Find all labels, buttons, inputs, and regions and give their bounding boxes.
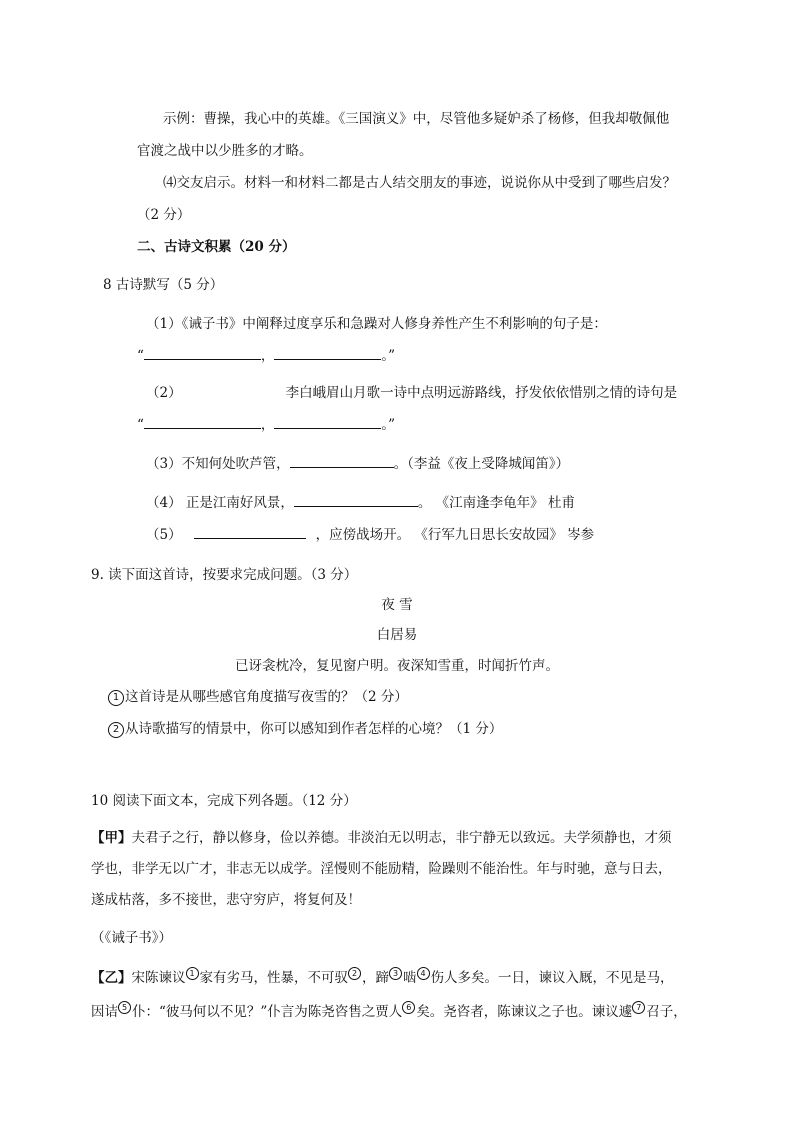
passage-text: ，蹄 (362, 970, 389, 986)
question-4-text: 交友启示。材料一和材料二都是古人结交朋友的事迹，说说你从中受到了哪些启发？ (176, 175, 676, 191)
answer-blank[interactable] (274, 414, 381, 429)
passage-yi-line-2 (91, 1001, 687, 1021)
question-8-item-2 (146, 384, 677, 402)
passage-jia-line-2: 学也，非学无以广才，非志无以成学。淫慢则不能励精，险躁则不能治性。年与时驰，意与日去， (91, 861, 672, 877)
passage-jia-label: 【甲】 (91, 830, 132, 846)
passage-text: 因诘 (91, 1004, 118, 1020)
footnote-marker: 6 (402, 1001, 415, 1014)
passage-text: 矣。尧咨者，陈谏议之子也。谏议遽 (416, 1004, 633, 1020)
question-8-item-2-answer (137, 414, 395, 434)
question-8-item-1-answer (137, 345, 395, 365)
section-2-heading: 二、古诗文积累（20 分） (137, 239, 296, 255)
answer-blank[interactable] (294, 492, 418, 507)
circled-number: 2 (108, 722, 124, 738)
open-quote: “ (137, 348, 144, 364)
poem-title: 夜 雪 (381, 597, 413, 613)
passage-jia-source: （《诫子书》） (91, 930, 172, 946)
question-8-title: 8 古诗默写（5 分） (103, 277, 224, 293)
question-9-title: 9. 读下面这首诗，按要求完成问题。（3 分） (91, 567, 358, 583)
open-quote: “ (137, 417, 144, 433)
example-line-1: 示例：曹操，我心中的英雄。《三国演义》中，尽管他多疑妒杀了杨修，但我却敬佩他 (163, 111, 670, 127)
footnote-marker: 5 (118, 1001, 131, 1014)
poem-text: 已讶衾枕冷，复见窗户明。夜深知雪重，时闻折竹声。 (235, 658, 559, 674)
close-quote: 。” (381, 348, 396, 364)
item-number: （5） (146, 527, 182, 543)
question-10-title: 10 阅读下面文本，完成下列各题。（12 分） (91, 793, 357, 809)
sub-question-text: 从诗歌描写的情景中，你可以感知到作者怎样的心境？（1 分） (125, 721, 503, 737)
passage-yi-label: 【乙】 (91, 970, 132, 986)
answer-blank[interactable] (144, 414, 261, 429)
question-8-item-4 (146, 492, 575, 512)
question-8-item-3 (146, 453, 569, 473)
answer-blank[interactable] (194, 524, 306, 539)
example-line-2: 官渡之战中以少胜多的才略。 (137, 143, 313, 159)
item-text-post: 。 《江南逢李龟年》 杜甫 (417, 495, 575, 511)
sub-question-text: 这首诗是从哪些感官角度描写夜雪的？（2 分） (125, 689, 408, 705)
close-quote: 。” (381, 417, 396, 433)
item-text-post: ，应傍战场开。 《行军九日思长安故园》 岑参 (315, 527, 595, 543)
item-text-post: 。（李益《夜上受降城闻笛》） (393, 456, 570, 472)
item-number: （2） (146, 385, 182, 401)
question-8-item-5 (146, 524, 594, 544)
footnote-marker: 1 (186, 967, 199, 980)
passage-text: 啮 (403, 970, 417, 986)
question-4 (163, 174, 676, 192)
question-8-item-1: （1）《诫子书》中阐释过度享乐和急躁对人修身养性产生不利影响的句子是： (146, 316, 607, 332)
question-4-score: （2 分） (137, 207, 191, 223)
question-9-sub-2 (108, 720, 502, 738)
passage-yi-line-1 (91, 967, 674, 987)
passage-jia-text: 夫君子之行，静以修身，俭以养德。非淡泊无以明志，非宁静无以致远。夫学须静也，才须 (131, 830, 672, 846)
item-text: 李白峨眉山月歌一诗中点明远游路线，抒发依依惜别之情的诗句是 (285, 385, 678, 401)
item-text-pre: （3）不知何处吹芦管， (146, 456, 290, 472)
passage-text: 召子， (646, 1004, 687, 1020)
passage-text: 伤人多矣。一日，谏议入厩，不见是马， (430, 970, 674, 986)
passage-text: 家有劣马，性暴，不可驭 (199, 970, 348, 986)
comma: ， (260, 348, 275, 364)
passage-text: 仆：“彼马何以不见？”仆言为陈尧咨售之贾人 (132, 1004, 403, 1020)
answer-blank[interactable] (144, 345, 261, 360)
answer-blank[interactable] (274, 345, 381, 360)
passage-jia-line-3: 遂成枯落，多不接世，悲守穷庐，将复何及！ (91, 892, 361, 908)
item-text-pre: （4） 正是江南好风景， (146, 495, 294, 511)
passage-text: 宋陈谏议 (131, 970, 186, 986)
answer-blank[interactable] (290, 453, 394, 468)
comma: ， (260, 417, 275, 433)
footnote-marker: 7 (632, 1001, 645, 1014)
circled-number: 1 (108, 690, 124, 706)
question-4-number: ⑷ (163, 175, 177, 191)
footnote-marker: 3 (389, 967, 402, 980)
footnote-marker: 2 (348, 967, 361, 980)
question-9-sub-1 (108, 688, 408, 706)
poem-author: 白居易 (376, 627, 418, 643)
passage-jia-line-1 (91, 829, 672, 847)
footnote-marker: 4 (417, 967, 430, 980)
